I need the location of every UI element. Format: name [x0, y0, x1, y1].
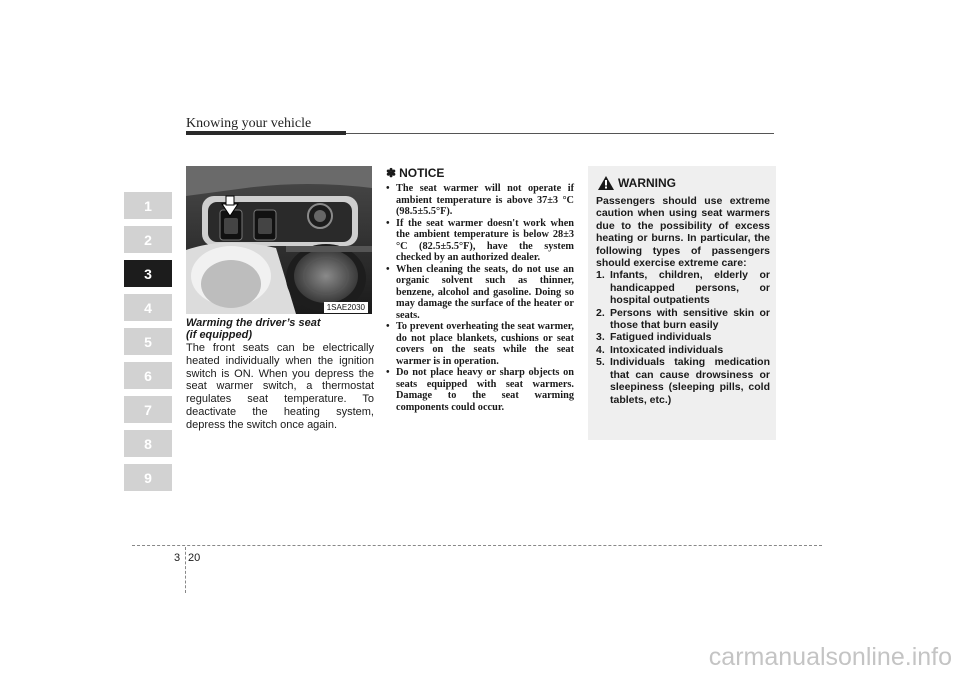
warning-list: [596, 269, 770, 405]
notice-title: NOTICE: [399, 166, 445, 180]
notice-item-text: When cleaning the seats, do not use an organic solvent such as thinner, benzene, alcohol and gasoline. Doing so may damage the surface of the heater or seats.: [396, 263, 574, 321]
warning-item: [596, 331, 770, 343]
warning-item-text: Intoxicated individuals: [610, 343, 724, 356]
watermark: carmanualsonline.info: [708, 643, 952, 671]
chapter-tab-3[interactable]: 3: [124, 260, 172, 287]
notice-list: [386, 183, 574, 413]
notice-item: [386, 321, 574, 367]
warning-item-number: 2.: [596, 306, 605, 319]
header-rule-thick: [186, 131, 346, 135]
warning-box: [588, 166, 776, 440]
warning-item-number: 1.: [596, 269, 605, 282]
warning-item-text: Fatigued individuals: [610, 331, 712, 344]
notice-item: [386, 218, 574, 264]
page-number: 20: [188, 552, 201, 564]
warning-item-text: Persons with sensitive skin or those that burn easily: [610, 306, 770, 332]
notice-item-text: If the seat warmer doesn't work when the ambient temperature is below 28±3 °C (82.5±5.5°F), have the system checked by an authorized dealer.: [396, 217, 574, 263]
notice-item: [386, 367, 574, 413]
header-rule-thin: [346, 133, 774, 134]
warning-item: [596, 356, 770, 406]
header-title: Knowing your vehicle: [186, 116, 312, 131]
warning-item-number: 4.: [596, 343, 605, 356]
notice-item: [386, 183, 574, 218]
figure-photo: [186, 166, 372, 314]
chapter-tab-8[interactable]: 8: [124, 430, 172, 457]
footer-vertical-rule: [185, 547, 186, 593]
bullet-icon: •: [386, 263, 390, 275]
bullet-icon: •: [386, 321, 390, 332]
notice-item-text: Do not place heavy or sharp objects on seats equipped with seat warmers. Damage to the seat warming components could occur.: [396, 367, 574, 413]
warning-item: [596, 344, 770, 356]
figure-caption: [186, 317, 376, 341]
caption-subtitle: (if equipped): [186, 329, 252, 341]
bullet-icon: •: [386, 217, 390, 229]
warning-item: [596, 269, 770, 306]
chapter-tab-5[interactable]: 5: [124, 328, 172, 355]
bullet-icon: •: [386, 183, 390, 194]
figure-code: 1SAE2030: [324, 302, 368, 313]
notice-section: [386, 166, 574, 413]
warning-item-number: 3.: [596, 331, 605, 344]
seat-warmer-console-image: [186, 166, 372, 314]
warning-triangle-icon: [598, 176, 614, 190]
warning-title: WARNING: [618, 176, 676, 190]
chapter-tab-4[interactable]: 4: [124, 294, 172, 321]
chapter-tab-2[interactable]: 2: [124, 226, 172, 253]
notice-heading: [386, 166, 574, 180]
chapter-tab-9[interactable]: 9: [124, 464, 172, 491]
body-paragraph: The front seats can be electrically heated individually when the ignition switch is ON. When you depress the seat warmer switch, a thermostat regulates seat temperature. To deactivate the heating system, depress the switch once again.: [186, 342, 374, 431]
chapter-tab-7[interactable]: 7: [124, 396, 172, 423]
notice-item-text: To prevent overheating the seat warmer, do not place blankets, cushions or seat covers on the seats while the seat warmer is in operation.: [396, 321, 574, 367]
warning-item-text: Infants, children, elderly or handicapped persons, or hospital outpatients: [610, 269, 770, 307]
notice-icon: ✽: [386, 166, 397, 180]
chapter-tab-6[interactable]: 6: [124, 362, 172, 389]
caption-title: Warming the driver’s seat: [186, 317, 321, 329]
warning-item: [596, 307, 770, 332]
bullet-icon: •: [386, 367, 390, 378]
page-chapter-number: 3: [174, 552, 181, 564]
chapter-tabs: [124, 192, 172, 498]
warning-item-text: Individuals taking medication that can cause drowsiness or sleepiness (sleeping pills, cold tablets, etc.): [610, 356, 770, 406]
warning-heading: [596, 176, 770, 190]
warning-item-number: 5.: [596, 356, 605, 369]
chapter-tab-1[interactable]: 1: [124, 192, 172, 219]
notice-item-text: The seat warmer will not operate if ambient temperature is above 37±3 °C (98.5±5.5°F).: [396, 183, 574, 217]
notice-item: [386, 264, 574, 322]
warning-intro: Passengers should use extreme caution when using seat warmers due to the possibility of excess heating or burns. In particular, the following types of passengers should exercise extreme care:: [596, 195, 770, 270]
footer-rule: [132, 545, 822, 546]
